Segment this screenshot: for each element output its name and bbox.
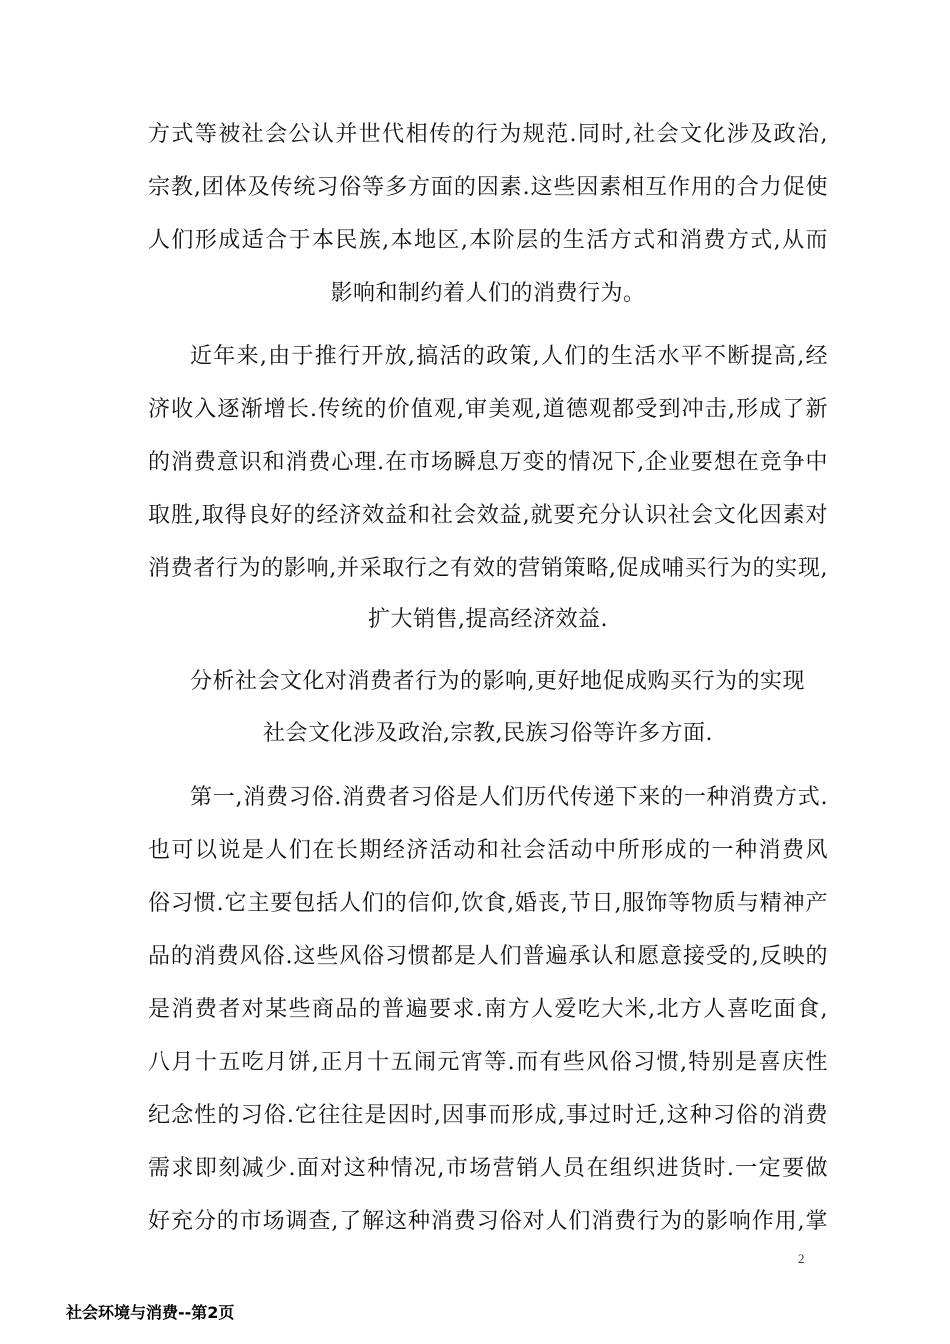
text-line: 近年来,由于推行开放,搞活的政策,人们的生活水平不断提高,经 <box>190 344 828 369</box>
text-line: 方式等被社会公认并世代相传的行为规范.同时,社会文化涉及政治, <box>148 122 828 147</box>
text-line: 俗习惯.它主要包括人们的信仰,饮食,婚丧,节日,服饰等物质与精神产 <box>148 891 828 916</box>
text-line: 纪念性的习俗.它往往是因时,因事而形成,事过时迁,这种习俗的消费 <box>148 1103 828 1128</box>
text-line: 分析社会文化对消费者行为的影响,更好地促成购买行为的实现 <box>190 669 805 694</box>
text-line: 社会文化涉及政治,宗教,民族习俗等许多方面. <box>263 721 713 746</box>
text-line: 需求即刻减少.面对这种情况,市场营销人员在组织进货时.一定要做 <box>148 1156 828 1181</box>
text-line: 扩大销售,提高经济效益. <box>368 607 608 632</box>
text-line: 好充分的市场调查,了解这种消费习俗对人们消费行为的影响作用,掌 <box>148 1209 828 1234</box>
text-line: 取胜,取得良好的经济效益和社会效益,就要充分认识社会文化因素对 <box>148 503 828 528</box>
text-line: 济收入逐渐增长.传统的价值观,审美观,道德观都受到冲击,形成了新 <box>148 397 828 422</box>
text-line: 品的消费风俗.这些风俗习惯都是人们普遍承认和愿意接受的,反映的 <box>148 944 828 969</box>
text-line: 影响和制约着人们的消费行为。 <box>330 281 646 306</box>
text-line: 是消费者对某些商品的普遍要求.南方人爱吃大米,北方人喜吃面食, <box>148 997 828 1022</box>
text-line: 的消费意识和消费心理.在市场瞬息万变的情况下,企业要想在竞争中 <box>148 450 828 475</box>
text-line: 宗教,团体及传统习俗等多方面的因素.这些因素相互作用的合力促使 <box>148 175 828 200</box>
text-line: 人们形成适合于本民族,本地区,本阶层的生活方式和消费方式,从而 <box>148 228 828 253</box>
text-line: 第一,消费习俗.消费者习俗是人们历代传递下来的一种消费方式. <box>190 785 828 810</box>
text-line: 消费者行为的影响,并采取行之有效的营销策略,促成哺买行为的实现, <box>148 556 828 581</box>
text-line: 八月十五吃月饼,正月十五闹元宵等.而有些风俗习惯,特别是喜庆性 <box>148 1050 828 1075</box>
footer-caption: 社会环境与消费--第2页 <box>66 1303 235 1322</box>
page-number: 2 <box>798 1251 805 1266</box>
text-line: 也可以说是人们在长期经济活动和社会活动中所形成的一种消费风 <box>148 838 828 863</box>
